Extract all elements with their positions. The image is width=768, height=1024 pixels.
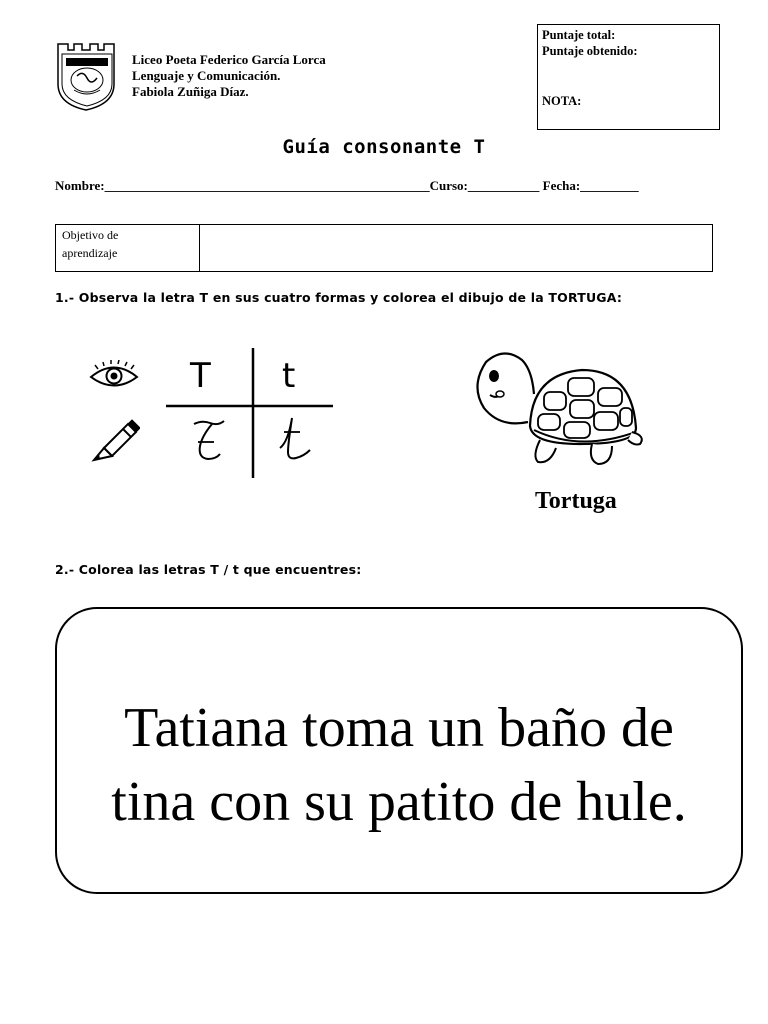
date-field[interactable]: _________ [580, 178, 639, 193]
objective-label-line2: aprendizaje [62, 246, 118, 260]
name-label: Nombre: [55, 178, 105, 193]
turtle-illustration [470, 348, 648, 470]
objective-value-cell[interactable] [201, 225, 712, 271]
school-crest-logo [52, 40, 122, 112]
teacher-name: Fabiola Zuñiga Díaz. [132, 84, 249, 99]
course-field[interactable]: ___________ [467, 178, 540, 193]
sentence-line-2: tina con su patito de hule. [111, 771, 687, 833]
activity1-instruction: 1.- Observa la letra T en sus cuatro formas y colorea el dibujo de la TORTUGA: [55, 290, 623, 305]
cursive-uppercase-t [188, 418, 228, 466]
course-label: Curso: [429, 178, 468, 193]
eye-icon [88, 360, 140, 392]
obtained-score-label: Puntaje obtenido: [542, 44, 638, 58]
name-field[interactable]: __________________________________________________ [104, 178, 430, 193]
activity2-instruction: 2.- Colorea las letras T / t que encuentres: [55, 562, 362, 577]
sentence-line-1: Tatiana toma un baño de [124, 697, 674, 759]
cursive-lowercase-t [276, 414, 316, 464]
student-info-line [55, 178, 639, 194]
school-name: Liceo Poeta Federico García Lorca [132, 52, 326, 67]
objective-table [55, 224, 713, 272]
date-label: Fecha: [542, 178, 581, 193]
page-title: Guía consonante T [282, 136, 486, 158]
print-uppercase-t: T [190, 356, 211, 396]
score-box [537, 24, 720, 130]
grade-label: NOTA: [542, 94, 582, 108]
subject-name: Lenguaje y Comunicación. [132, 68, 281, 83]
turtle-label: Tortuga [535, 488, 617, 514]
total-score-label: Puntaje total: [542, 28, 616, 42]
coloring-sentence[interactable] [57, 691, 741, 839]
objective-label-line1: Objetivo de [62, 228, 119, 242]
print-lowercase-t: t [282, 356, 296, 396]
objective-label-cell [56, 225, 200, 271]
sentence-box [55, 607, 743, 894]
school-info [132, 52, 326, 100]
pencil-icon [90, 418, 140, 462]
